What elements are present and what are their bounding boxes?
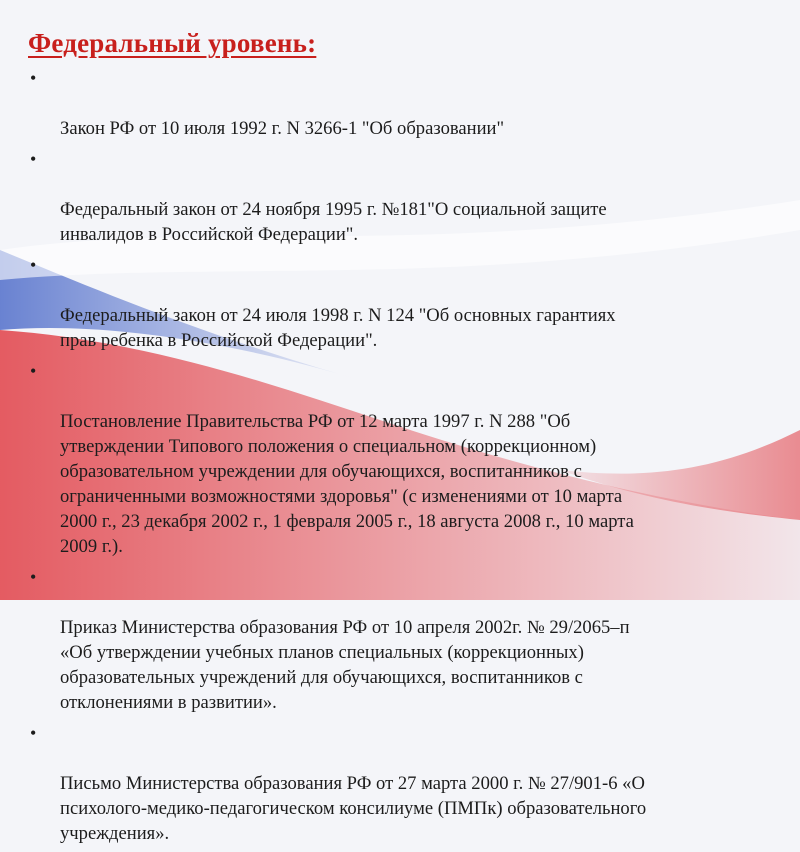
legislation-list	[30, 66, 770, 852]
list-item	[30, 253, 770, 353]
list-item-text: Федеральный закон от 24 июля 1998 г. N 124 "Об основных гарантиях прав ребенка в Российской Федерации".	[60, 305, 616, 351]
list-item-text: Постановление Правительства РФ от 12 марта 1997 г. N 288 "Об утверждении Типового положения о специальном (коррекционном) образовательном учреждении для обучающихся, воспитанников с ограниченными возможностями здоровья" (с изменениями от 10 марта 2000 г., 23 декабря 2002 г., 1 февраля 2005 г., 18 августа 2008 г., 10 марта 2009 г.).	[60, 411, 634, 557]
list-item-text: Письмо Министерства образования РФ от 27 марта 2000 г. № 27/901-6 «О психолого-медико-педагогическом консилиуме (ПМПк) образовательного учреждения».	[60, 773, 647, 844]
slide-title: Федеральный уровень:	[28, 28, 317, 58]
bullet-icon: •	[30, 149, 37, 169]
list-item-text: Приказ Министерства образования РФ от 10 апреля 2002г. № 29/2065–п «Об утверждении учебных планов специальных (коррекционных) образовательных учреждений для обучающихся, воспитанников с отклонениями в развитии».	[60, 617, 630, 713]
bullet-icon: •	[30, 567, 37, 587]
bullet-icon: •	[30, 255, 37, 275]
list-item	[30, 721, 770, 846]
list-item-text: Закон РФ от 10 июля 1992 г. N 3266-1 "Об образовании"	[60, 118, 505, 139]
list-item	[30, 66, 770, 141]
list-item	[30, 147, 770, 247]
list-item	[30, 359, 770, 559]
list-item	[30, 565, 770, 715]
bullet-icon: •	[30, 361, 37, 381]
bullet-icon: •	[30, 723, 37, 743]
bullet-icon: •	[30, 68, 37, 88]
list-item-text: Федеральный закон от 24 ноября 1995 г. №181"О социальной защите инвалидов в Российской Федерации".	[60, 199, 607, 245]
